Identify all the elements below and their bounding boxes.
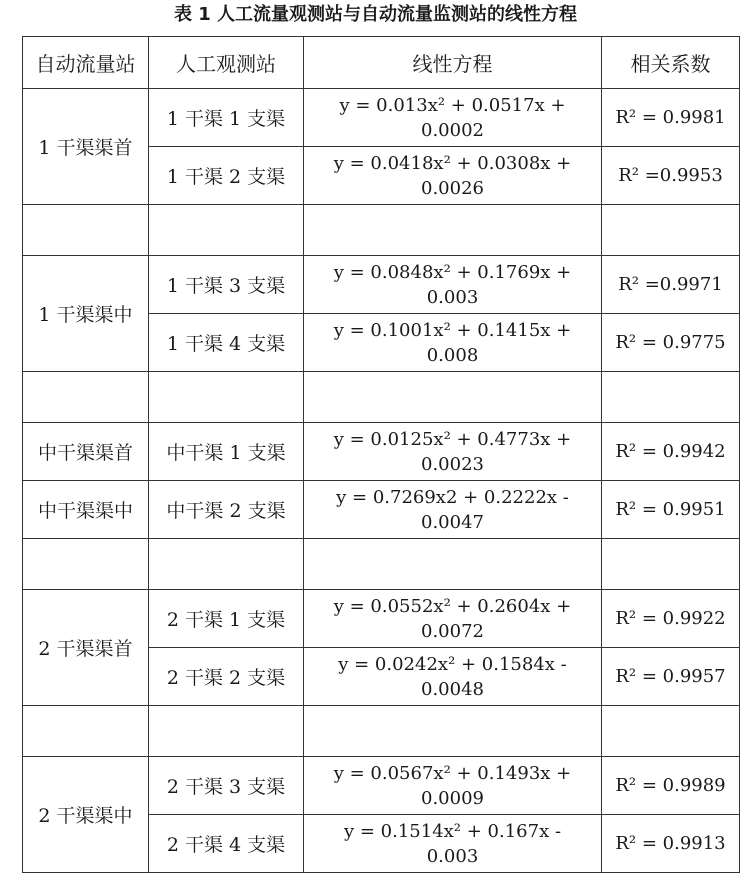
equation-cell — [304, 815, 602, 873]
table-row — [23, 256, 740, 314]
auto-station-cell: 1 干渠渠中 — [23, 256, 149, 372]
equation-line1: y = 0.013x² + 0.0517x + — [339, 94, 566, 116]
equation-line1: y = 0.0552x² + 0.2604x + — [333, 595, 572, 617]
manual-station-cell: 中干渠 1 支渠 — [149, 423, 304, 481]
equation-line1: y = 0.0567x² + 0.1493x + — [333, 762, 572, 784]
manual-station-cell: 1 干渠 1 支渠 — [149, 89, 304, 147]
table-row — [23, 590, 740, 648]
auto-station-cell: 中干渠渠首 — [23, 423, 149, 481]
empty-cell — [304, 372, 602, 423]
empty-row — [23, 205, 740, 256]
r2-cell: R² = 0.9913 — [602, 815, 740, 873]
equation-line2: 0.0026 — [421, 177, 484, 199]
empty-cell — [304, 539, 602, 590]
equation-cell — [304, 423, 602, 481]
empty-cell — [23, 539, 149, 590]
empty-cell — [149, 539, 304, 590]
table-row — [23, 423, 740, 481]
equation-line2: 0.0009 — [421, 787, 484, 809]
header-auto-station: 自动流量站 — [23, 37, 149, 89]
empty-cell — [23, 372, 149, 423]
r2-cell: R² =0.9971 — [602, 256, 740, 314]
equation-cell — [304, 481, 602, 539]
equation-line2: 0.0072 — [421, 620, 484, 642]
r2-cell: R² =0.9953 — [602, 147, 740, 205]
r2-cell: R² = 0.9957 — [602, 648, 740, 706]
equation-cell — [304, 314, 602, 372]
manual-station-cell: 中干渠 2 支渠 — [149, 481, 304, 539]
equation-cell — [304, 89, 602, 147]
equation-cell — [304, 648, 602, 706]
empty-cell — [602, 539, 740, 590]
manual-station-cell: 1 干渠 4 支渠 — [149, 314, 304, 372]
manual-station-cell: 2 干渠 1 支渠 — [149, 590, 304, 648]
table-row — [23, 89, 740, 147]
auto-station-cell: 中干渠渠中 — [23, 481, 149, 539]
empty-cell — [602, 205, 740, 256]
empty-cell — [23, 706, 149, 757]
equation-cell — [304, 757, 602, 815]
header-correlation: 相关系数 — [602, 37, 740, 89]
empty-row — [23, 539, 740, 590]
empty-cell — [602, 372, 740, 423]
empty-cell — [304, 706, 602, 757]
manual-station-cell: 2 干渠 3 支渠 — [149, 757, 304, 815]
equation-line2: 0.0023 — [421, 453, 484, 475]
empty-cell — [304, 205, 602, 256]
r2-cell: R² = 0.9989 — [602, 757, 740, 815]
table-caption: 表 1 人工流量观测站与自动流量监测站的线性方程 — [173, 4, 578, 25]
equation-line1: y = 0.1514x² + 0.167x - — [343, 820, 562, 842]
equation-line1: y = 0.1001x² + 0.1415x + — [333, 319, 572, 341]
manual-station-cell: 2 干渠 2 支渠 — [149, 648, 304, 706]
equation-line2: 0.0048 — [421, 678, 484, 700]
manual-station-cell: 1 干渠 2 支渠 — [149, 147, 304, 205]
empty-row — [23, 372, 740, 423]
equation-cell — [304, 147, 602, 205]
equation-line1: y = 0.0242x² + 0.1584x - — [338, 653, 567, 675]
equation-line1: y = 0.0418x² + 0.0308x + — [333, 152, 572, 174]
header-manual-station: 人工观测站 — [149, 37, 304, 89]
empty-cell — [149, 372, 304, 423]
auto-station-cell: 2 干渠渠首 — [23, 590, 149, 706]
empty-cell — [602, 706, 740, 757]
r2-cell: R² = 0.9775 — [602, 314, 740, 372]
equation-line2: 0.0002 — [421, 119, 484, 141]
data-table — [22, 36, 740, 873]
equation-line2: 0.003 — [426, 286, 479, 308]
equation-line2: 0.003 — [426, 845, 479, 867]
table-row — [23, 757, 740, 815]
r2-cell: R² = 0.9951 — [602, 481, 740, 539]
equation-cell — [304, 256, 602, 314]
empty-cell — [149, 706, 304, 757]
auto-station-cell: 1 干渠渠首 — [23, 89, 149, 205]
r2-cell: R² = 0.9981 — [602, 89, 740, 147]
empty-row — [23, 706, 740, 757]
equation-line1: y = 0.0125x² + 0.4773x + — [333, 428, 572, 450]
equation-line2: 0.008 — [426, 344, 479, 366]
header-row — [23, 37, 740, 89]
header-linear-equation: 线性方程 — [304, 37, 602, 89]
equation-line1: y = 0.7269x2 + 0.2222x - — [336, 486, 569, 508]
auto-station-cell: 2 干渠渠中 — [23, 757, 149, 873]
manual-station-cell: 2 干渠 4 支渠 — [149, 815, 304, 873]
r2-cell: R² = 0.9922 — [602, 590, 740, 648]
equation-line2: 0.0047 — [421, 511, 484, 533]
table-row — [23, 481, 740, 539]
manual-station-cell: 1 干渠 3 支渠 — [149, 256, 304, 314]
equation-cell — [304, 590, 602, 648]
empty-cell — [23, 205, 149, 256]
equation-line1: y = 0.0848x² + 0.1769x + — [333, 261, 572, 283]
empty-cell — [149, 205, 304, 256]
r2-cell: R² = 0.9942 — [602, 423, 740, 481]
